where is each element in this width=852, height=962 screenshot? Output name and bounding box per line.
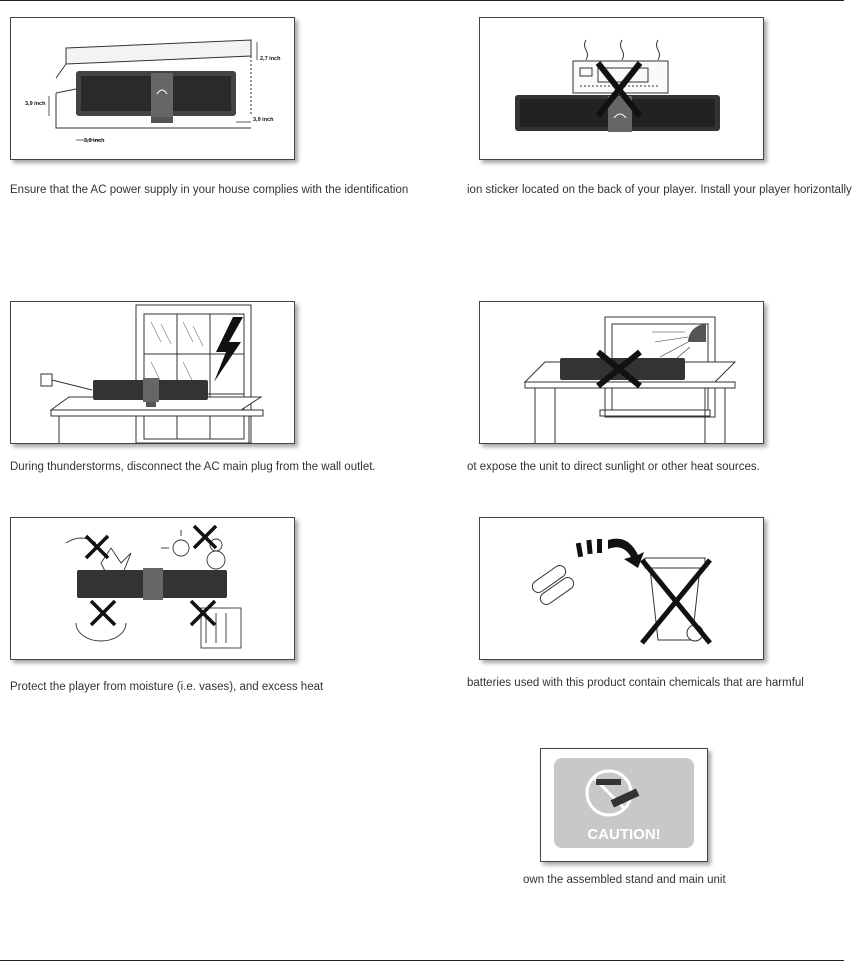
figure-installation-clearance (10, 17, 295, 160)
caption-power-supply: Ensure that the AC power supply in your house complies with the identification (10, 184, 409, 196)
figure-caution (540, 748, 708, 862)
caution-label: CAUTION! (587, 826, 661, 843)
figure-moisture (10, 517, 295, 660)
top-rule (0, 0, 844, 1)
figure-sunlight (479, 301, 764, 444)
dimension-height-label: 2,7 inch (260, 56, 281, 62)
caption-install-horizontal: ion sticker located on the back of your player. Install your player horizontally (467, 184, 852, 196)
caption-sunlight: ot expose the unit to direct sunlight or other heat sources. (467, 461, 760, 473)
dimension-left-label: 3,9 inch (25, 101, 46, 107)
figure-battery-disposal (479, 517, 764, 660)
caption-thunderstorm: During thunderstorms, disconnect the AC main plug from the wall outlet. (10, 461, 376, 473)
bottom-rule (0, 960, 844, 961)
caption-moisture: Protect the player from moisture (i.e. vases), and excess heat (10, 681, 324, 693)
figure-no-heat-stack (479, 17, 764, 160)
caption-stand: own the assembled stand and main unit (523, 874, 726, 886)
dimension-right-label: 3,9 inch (253, 117, 274, 123)
caption-batteries: batteries used with this product contain chemicals that are harmful (467, 677, 804, 689)
figure-thunderstorm (10, 301, 295, 444)
dimension-bottom-label: 3,9 inch (84, 138, 105, 144)
